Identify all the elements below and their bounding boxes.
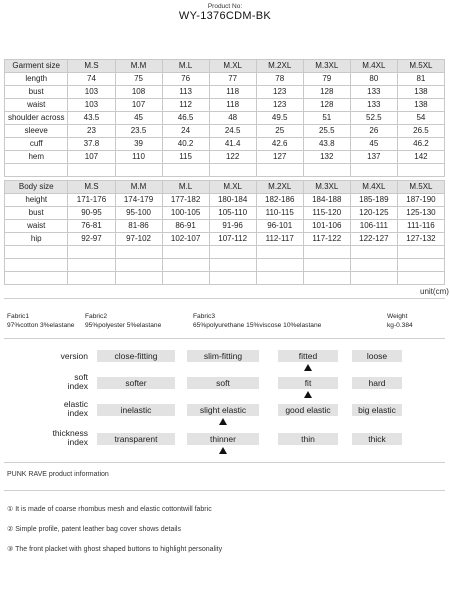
measurement-value: 45 xyxy=(350,138,397,151)
empty-cell xyxy=(209,246,256,259)
table-row xyxy=(5,151,445,164)
measurement-value: 91-96 xyxy=(209,220,256,233)
measurement-value: 81-86 xyxy=(115,220,162,233)
empty-cell xyxy=(68,164,115,177)
attribute-option: soft xyxy=(187,377,259,389)
attribute-option: thin xyxy=(278,433,338,445)
measurement-value: 110 xyxy=(115,151,162,164)
measurement-label: cuff xyxy=(5,138,68,151)
measurement-value: 78 xyxy=(256,73,303,86)
size-header-cell: M.3XL xyxy=(303,60,350,73)
info-title: PUNK RAVE product information xyxy=(7,471,109,478)
measurement-value: 43.8 xyxy=(303,138,350,151)
measurement-value: 103 xyxy=(68,86,115,99)
attribute-label: thickness index xyxy=(52,428,88,447)
measurement-value: 138 xyxy=(397,99,444,112)
size-header-cell: M.3XL xyxy=(303,181,350,194)
body-size-table xyxy=(4,180,445,285)
measurement-value: 102-107 xyxy=(162,233,209,246)
empty-row xyxy=(5,246,445,259)
empty-cell xyxy=(397,246,444,259)
fabric-label: Fabric2 xyxy=(85,313,107,320)
fabric-value: 65%polyurethane 15%viscose 10%elastane xyxy=(193,322,322,329)
measurement-value: 128 xyxy=(303,99,350,112)
empty-cell xyxy=(209,259,256,272)
empty-cell xyxy=(68,259,115,272)
empty-row xyxy=(5,164,445,177)
measurement-value: 80 xyxy=(350,73,397,86)
empty-cell xyxy=(209,272,256,285)
selected-marker-icon xyxy=(219,447,227,454)
attribute-option: good elastic xyxy=(278,404,338,416)
empty-cell xyxy=(303,259,350,272)
empty-cell xyxy=(162,164,209,177)
measurement-value: 100-105 xyxy=(162,207,209,220)
model-number: WY-1376CDM-BK xyxy=(178,10,272,22)
empty-row xyxy=(5,272,445,285)
measurement-value: 74 xyxy=(68,73,115,86)
measurement-value: 103 xyxy=(68,99,115,112)
attribute-option: slight elastic xyxy=(187,404,259,416)
measurement-value: 185-189 xyxy=(350,194,397,207)
selected-marker-icon xyxy=(304,391,312,398)
measurement-value: 111-116 xyxy=(397,220,444,233)
attribute-label: soft index xyxy=(67,372,88,391)
fabric-label: Weight xyxy=(387,313,408,320)
table-row xyxy=(5,207,445,220)
measurement-value: 26 xyxy=(350,125,397,138)
attribute-option: close-fitting xyxy=(97,350,175,362)
fabric-1 xyxy=(7,312,74,330)
attribute-option: slim-fitting xyxy=(187,350,259,362)
measurement-label: sleeve xyxy=(5,125,68,138)
measurement-value: 24.5 xyxy=(209,125,256,138)
measurement-value: 187-190 xyxy=(397,194,444,207)
measurement-label: height xyxy=(5,194,68,207)
measurement-value: 107-112 xyxy=(209,233,256,246)
empty-cell xyxy=(350,259,397,272)
table-row xyxy=(5,99,445,112)
measurement-value: 54 xyxy=(397,112,444,125)
measurement-label: length xyxy=(5,73,68,86)
size-header-cell: M.L xyxy=(162,60,209,73)
measurement-value: 125-130 xyxy=(397,207,444,220)
size-header-cell: M.4XL xyxy=(350,181,397,194)
measurement-value: 123 xyxy=(256,99,303,112)
fabric-label: Fabric3 xyxy=(193,313,215,320)
measurement-value: 76-81 xyxy=(68,220,115,233)
size-header-cell: M.XL xyxy=(209,181,256,194)
empty-cell xyxy=(162,259,209,272)
measurement-label: hem xyxy=(5,151,68,164)
garment-size-table xyxy=(4,59,445,177)
attribute-option: thinner xyxy=(187,433,259,445)
measurement-value: 81 xyxy=(397,73,444,86)
measurement-value: 106-111 xyxy=(350,220,397,233)
measurement-value: 113 xyxy=(162,86,209,99)
empty-cell xyxy=(68,246,115,259)
attribute-option: thick xyxy=(352,433,402,445)
measurement-value: 101-106 xyxy=(303,220,350,233)
measurement-value: 107 xyxy=(68,151,115,164)
empty-cell xyxy=(162,246,209,259)
measurement-value: 108 xyxy=(115,86,162,99)
measurement-label: bust xyxy=(5,207,68,220)
measurement-value: 90-95 xyxy=(68,207,115,220)
measurement-value: 48 xyxy=(209,112,256,125)
empty-cell xyxy=(350,272,397,285)
measurement-label: hip xyxy=(5,233,68,246)
fabric-label: Fabric1 xyxy=(7,313,29,320)
divider xyxy=(4,490,445,491)
measurement-value: 25.5 xyxy=(303,125,350,138)
empty-cell xyxy=(256,246,303,259)
size-header-cell: M.M xyxy=(115,181,162,194)
empty-cell xyxy=(350,246,397,259)
measurement-value: 24 xyxy=(162,125,209,138)
measurement-value: 49.5 xyxy=(256,112,303,125)
measurement-label: shoulder across xyxy=(5,112,68,125)
size-header-cell: M.S xyxy=(68,60,115,73)
measurement-value: 77 xyxy=(209,73,256,86)
measurement-value: 39 xyxy=(115,138,162,151)
table-title-cell: Garment size xyxy=(5,60,68,73)
measurement-value: 25 xyxy=(256,125,303,138)
table-row xyxy=(5,112,445,125)
unit-label: unit(cm) xyxy=(420,287,449,296)
size-header-cell: M.4XL xyxy=(350,60,397,73)
table-row xyxy=(5,194,445,207)
measurement-value: 37.8 xyxy=(68,138,115,151)
empty-row xyxy=(5,259,445,272)
measurement-value: 107 xyxy=(115,99,162,112)
measurement-value: 46.2 xyxy=(397,138,444,151)
attribute-option: inelastic xyxy=(97,404,175,416)
measurement-value: 127 xyxy=(256,151,303,164)
size-header-cell: M.XL xyxy=(209,60,256,73)
attribute-option: loose xyxy=(352,350,402,362)
fabric-value: 97%cotton 3%elastane xyxy=(7,322,75,329)
size-header-cell: M.S xyxy=(68,181,115,194)
table-row xyxy=(5,73,445,86)
measurement-value: 115 xyxy=(162,151,209,164)
measurement-value: 43.5 xyxy=(68,112,115,125)
empty-cell xyxy=(350,164,397,177)
measurement-value: 75 xyxy=(115,73,162,86)
empty-cell xyxy=(256,272,303,285)
measurement-value: 26.5 xyxy=(397,125,444,138)
empty-cell xyxy=(303,164,350,177)
table-row xyxy=(5,138,445,151)
empty-cell xyxy=(5,259,68,272)
measurement-value: 45 xyxy=(115,112,162,125)
measurement-value: 40.2 xyxy=(162,138,209,151)
measurement-value: 180-184 xyxy=(209,194,256,207)
fabric-value: kg-0.384 xyxy=(387,322,413,329)
divider xyxy=(4,298,445,299)
measurement-value: 138 xyxy=(397,86,444,99)
measurement-value: 177-182 xyxy=(162,194,209,207)
attribute-option: hard xyxy=(352,377,402,389)
measurement-value: 41.4 xyxy=(209,138,256,151)
measurement-value: 52.5 xyxy=(350,112,397,125)
measurement-value: 122-127 xyxy=(350,233,397,246)
measurement-value: 127-132 xyxy=(397,233,444,246)
empty-cell xyxy=(115,259,162,272)
measurement-value: 23 xyxy=(68,125,115,138)
measurement-value: 115-120 xyxy=(303,207,350,220)
size-header-cell: M.L xyxy=(162,181,209,194)
measurement-value: 23.5 xyxy=(115,125,162,138)
measurement-value: 184-188 xyxy=(303,194,350,207)
attribute-label: version xyxy=(60,351,88,361)
measurement-value: 133 xyxy=(350,99,397,112)
empty-cell xyxy=(68,272,115,285)
empty-cell xyxy=(397,272,444,285)
attribute-option: big elastic xyxy=(352,404,402,416)
empty-cell xyxy=(397,259,444,272)
attribute-label: elastic index xyxy=(63,399,88,418)
measurement-value: 122 xyxy=(209,151,256,164)
table-row xyxy=(5,233,445,246)
attribute-row xyxy=(0,428,450,463)
measurement-value: 97-102 xyxy=(115,233,162,246)
measurement-value: 86-91 xyxy=(162,220,209,233)
measurement-value: 76 xyxy=(162,73,209,86)
empty-cell xyxy=(256,259,303,272)
measurement-value: 171-176 xyxy=(68,194,115,207)
empty-cell xyxy=(5,272,68,285)
table-row xyxy=(5,220,445,233)
size-header-cell: M.5XL xyxy=(397,60,444,73)
divider xyxy=(4,338,445,339)
info-item: ③ The front placket with ghost shaped buttons to highlight personality xyxy=(7,546,223,553)
measurement-label: bust xyxy=(5,86,68,99)
empty-cell xyxy=(5,164,68,177)
attribute-option: fitted xyxy=(278,350,338,362)
measurement-value: 46.5 xyxy=(162,112,209,125)
measurement-value: 182-186 xyxy=(256,194,303,207)
empty-cell xyxy=(162,272,209,285)
size-header-cell: M.5XL xyxy=(397,181,444,194)
empty-cell xyxy=(5,246,68,259)
size-header-cell: M.2XL xyxy=(256,60,303,73)
fabric-3 xyxy=(193,312,321,330)
info-item: ② Simple profile, patent leather bag cover shows details xyxy=(7,526,181,533)
info-item: ① It is made of coarse rhombus mesh and elastic cottontwill fabric xyxy=(7,506,212,513)
measurement-value: 120-125 xyxy=(350,207,397,220)
measurement-value: 51 xyxy=(303,112,350,125)
measurement-label: waist xyxy=(5,99,68,112)
measurement-value: 110-115 xyxy=(256,207,303,220)
selected-marker-icon xyxy=(219,418,227,425)
measurement-value: 42.6 xyxy=(256,138,303,151)
empty-cell xyxy=(397,164,444,177)
divider xyxy=(4,462,445,463)
measurement-value: 117-122 xyxy=(303,233,350,246)
measurement-value: 137 xyxy=(350,151,397,164)
fabric-4 xyxy=(387,312,413,330)
attribute-option: fit xyxy=(278,377,338,389)
measurement-value: 123 xyxy=(256,86,303,99)
empty-cell xyxy=(115,272,162,285)
measurement-label: waist xyxy=(5,220,68,233)
table-title-cell: Body size xyxy=(5,181,68,194)
measurement-value: 95-100 xyxy=(115,207,162,220)
table-row xyxy=(5,86,445,99)
selected-marker-icon xyxy=(304,364,312,371)
measurement-value: 118 xyxy=(209,99,256,112)
empty-cell xyxy=(115,164,162,177)
product-no-label: Product No: xyxy=(207,3,243,10)
measurement-value: 118 xyxy=(209,86,256,99)
attribute-option: softer xyxy=(97,377,175,389)
measurement-value: 92-97 xyxy=(68,233,115,246)
table-header-row xyxy=(5,60,445,73)
empty-cell xyxy=(303,246,350,259)
measurement-value: 112 xyxy=(162,99,209,112)
empty-cell xyxy=(115,246,162,259)
empty-cell xyxy=(303,272,350,285)
table-header-row xyxy=(5,181,445,194)
attribute-option: transparent xyxy=(97,433,175,445)
measurement-value: 133 xyxy=(350,86,397,99)
size-header-cell: M.M xyxy=(115,60,162,73)
measurement-value: 142 xyxy=(397,151,444,164)
measurement-value: 96-101 xyxy=(256,220,303,233)
measurement-value: 174-179 xyxy=(115,194,162,207)
empty-cell xyxy=(256,164,303,177)
empty-cell xyxy=(209,164,256,177)
measurement-value: 105-110 xyxy=(209,207,256,220)
fabric-value: 95%polyester 5%elastane xyxy=(85,322,162,329)
fabric-2 xyxy=(85,312,161,330)
measurement-value: 79 xyxy=(303,73,350,86)
size-header-cell: M.2XL xyxy=(256,181,303,194)
measurement-value: 112-117 xyxy=(256,233,303,246)
measurement-value: 132 xyxy=(303,151,350,164)
measurement-value: 128 xyxy=(303,86,350,99)
table-row xyxy=(5,125,445,138)
